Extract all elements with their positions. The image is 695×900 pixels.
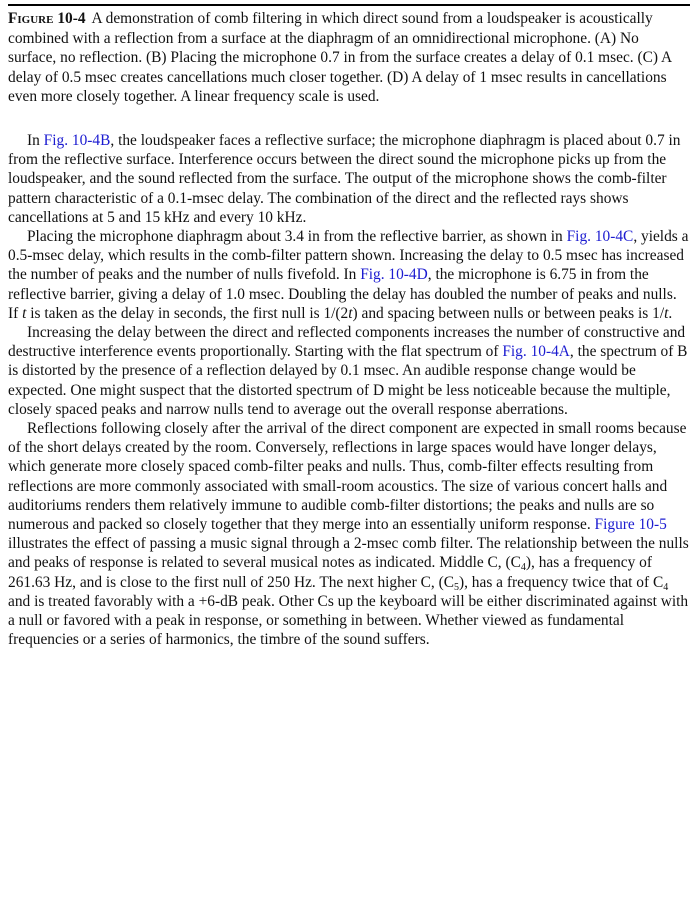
link-figure-10-5[interactable]: Figure 10-5 (594, 516, 667, 534)
figure-caption (8, 9, 690, 107)
caption-text: A demonstration of comb filtering in which direct sound from a loudspeaker is acoustically combined with a reflection from a surface at the diaphragm of an omnidirectional microphone. (A) No surface, no reflection. (B) Placing the microphone 0.7 in from the surface creates a delay of 0.1 msec. (C) A delay of 0.5 msec creates cancellations much closer together. (D) A delay of 1 msec results in cancellations even more closely together. A linear frequency scale is used. (8, 10, 672, 106)
link-fig-10-4d[interactable]: Fig. 10-4D (360, 266, 428, 284)
figure-label: Figure (8, 10, 54, 27)
paragraph-2: Placing the microphone diaphragm about 3.4 in from the reflective barrier, as shown in Fig. 10-4C, yields a 0.5-msec delay, which results in the comb-filter pattern shown. Increasing the delay to 0.5 msec has increased the number of peaks and the number of nulls fivefold. In Fig. 10-4D, the microphone is 6.75 in from the reflective barrier, giving a delay of 1.0 msec. Doubling the delay has doubled the number of peaks and nulls. If t is taken as the delay in seconds, the first null is 1/(2t) and spacing between nulls or between peaks is 1/t. (8, 227, 689, 322)
paragraph-1: In Fig. 10-4B, the loudspeaker faces a reflective surface; the microphone diaphragm is placed about 0.7 in from the reflective surface. Interference occurs between the direct sound the microphone picks up from the loudspeaker, and the sound reflected from the surface. The output of the microphone shows the comb-filter pattern characteristic of a 0.1-msec delay. The combination of the direct and the reflected rays shows cancellations at 5 and 15 kHz and every 10 kHz. (8, 131, 681, 226)
body-text (8, 131, 690, 649)
link-fig-10-4a[interactable]: Fig. 10-4A (502, 343, 570, 361)
page (8, 4, 690, 649)
paragraph-4: Reflections following closely after the arrival of the direct component are expected in small rooms because of the short delays created by the room. Conversely, reflections in large spaces would have longer delays, which generate more closely spaced comb-filter peaks and nulls. Thus, comb-filter effects resulting from reflections are more commonly associated with small-room acoustics. The size of various concert halls and auditoriums renders them relatively immune to audible comb-filter distortions; the peaks and nulls are so numerous and packed so closely together that they merge into an essentially uniform response. Figure 10-5 illustrates the effect of passing a music signal through a 2-msec comb filter. The relationship between the nulls and peaks of response is related to several musical notes as indicated. Middle C, $(C_4)$, has a frequency of 261.63 Hz, and is close to the first null of 250 Hz. The next higher C, $(C_5)$, has a frequency twice that of $C_4$ and is treated favorably with a +6-dB peak. Other Cs up the keyboard will be either discriminated against with a null or favored with a peak in response, or something in between. Whether viewed as fundamental frequencies or a series of harmonics, the timbre of the sound suffers. (8, 420, 689, 649)
link-fig-10-4b[interactable]: Fig. 10-4B (43, 131, 111, 149)
top-rule (8, 4, 690, 6)
paragraph-3: Increasing the delay between the direct and reflected components increases the number of constructive and destructive interference events proportionally. Starting with the flat spectrum of Fig. 10-4A, the spectrum of B is distorted by the presence of a reflection delayed by 0.1 msec. An audible response change would be expected. One might suspect that the distorted spectrum of D might be less noticeable because the multiple, closely spaced peaks and narrow nulls tend to average out the overall response aberrations. (8, 324, 688, 418)
figure-number: 10-4 (57, 10, 86, 27)
link-fig-10-4c[interactable]: Fig. 10-4C (566, 227, 634, 245)
